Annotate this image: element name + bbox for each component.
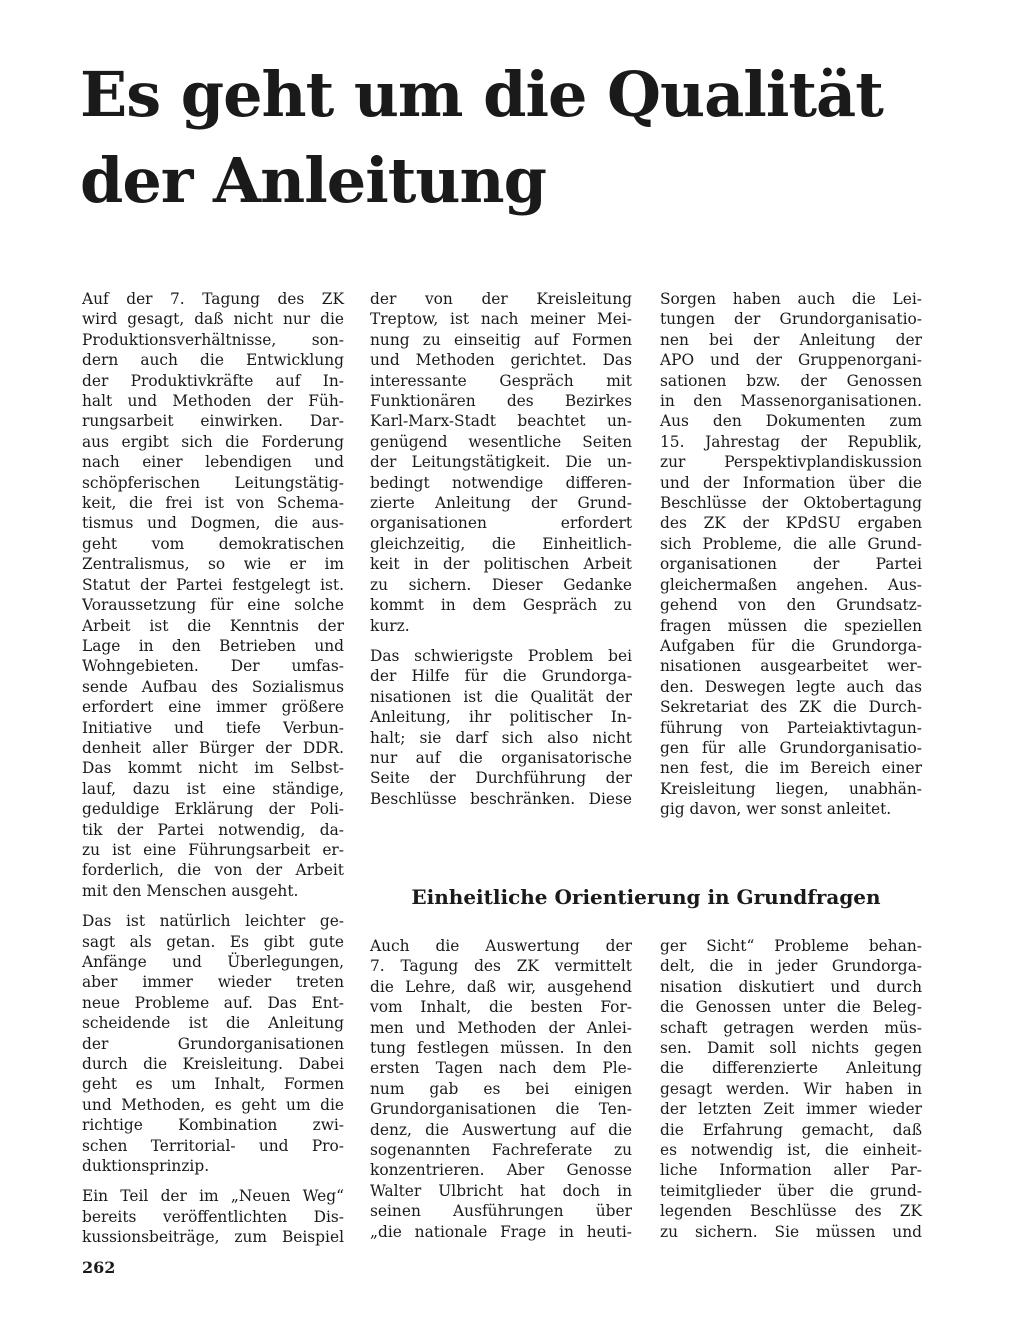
- text-line: und der Information über die: [660, 473, 922, 492]
- text-line: Sekretariat des ZK die Durch-: [660, 698, 922, 717]
- text-line: Voraussetzung für eine solche: [82, 596, 344, 615]
- text-line: Statut der Partei festgelegt ist.: [82, 575, 344, 594]
- text-line: Auch die Auswertung der: [370, 937, 632, 955]
- text-line: Ein Teil der im „Neuen Weg“: [82, 1187, 344, 1206]
- text-line: der Hilfe für die Grundorga-: [370, 667, 632, 686]
- text-line: die Lehre, daß wir, ausgehend: [370, 977, 632, 996]
- text-line: zierte Anleitung der Grund-: [370, 494, 632, 513]
- text-line: aber immer wieder treten: [82, 973, 344, 992]
- article-title: [80, 52, 883, 224]
- text-line: und Methoden gerichtet. Das: [370, 351, 632, 370]
- text-line: sationen bzw. der Genossen: [660, 371, 922, 390]
- text-line: nach einer lebendigen und: [82, 453, 344, 472]
- text-line: es notwendig ist, die einheit-: [660, 1141, 922, 1160]
- paragraph: [370, 646, 632, 809]
- paragraph: [370, 289, 632, 636]
- text-line: kussionsbeiträge, zum Beispiel: [82, 1228, 344, 1247]
- column-1: [82, 289, 344, 1258]
- column-3-lower: [660, 936, 922, 1252]
- text-line: Aus den Dokumenten zum: [660, 412, 922, 431]
- text-line: denheit aller Bürger der DDR.: [82, 738, 344, 757]
- page-number: 262: [82, 1258, 116, 1277]
- text-line: gesagt werden. Wir haben in: [660, 1079, 922, 1098]
- text-line: geht es um Inhalt, Formen: [82, 1075, 344, 1094]
- text-line: lauf, dazu ist eine ständige,: [82, 779, 344, 798]
- text-line: Funktionären des Bezirkes: [370, 392, 632, 411]
- title-line-2: der Anleitung: [80, 144, 546, 217]
- text-line: mit den Menschen ausgeht.: [82, 881, 299, 900]
- paragraph: [82, 911, 344, 1176]
- text-line: nen fest, die im Bereich einer: [660, 759, 922, 778]
- text-line: Anleitung, ihr politischer In-: [370, 708, 632, 727]
- text-line: denz, die Auswertung auf die: [370, 1120, 632, 1139]
- text-line: der Produktivkräfte auf In-: [82, 371, 344, 390]
- text-line: sende Aufbau des Sozialismus: [82, 677, 344, 696]
- text-line: sogenannten Fachreferate zu: [370, 1141, 632, 1160]
- text-line: scheidende ist die Anleitung: [82, 1014, 344, 1033]
- text-line: 7. Tagung des ZK vermittelt: [370, 957, 632, 976]
- text-line: nisationen ist die Qualität der: [370, 687, 632, 706]
- text-line: ger Sicht“ Probleme behan-: [660, 937, 922, 955]
- text-line: interessante Gespräch mit: [370, 371, 632, 390]
- text-line: erfordert eine immer größere: [82, 698, 344, 717]
- text-line: führung von Parteiaktivtagun-: [660, 718, 922, 737]
- text-line: nur auf die organisatorische: [370, 748, 632, 767]
- text-line: duktionsprinzip.: [82, 1157, 210, 1176]
- text-line: Initiative und tiefe Verbun-: [82, 718, 344, 737]
- text-line: schaft getragen werden müs-: [660, 1018, 922, 1037]
- text-line: Grundorganisationen die Ten-: [370, 1100, 632, 1119]
- text-line: sen. Damit soll nichts gegen: [660, 1039, 922, 1058]
- text-line: Das schwierigste Problem bei: [370, 646, 632, 665]
- text-line: num gab es bei einigen: [370, 1079, 632, 1098]
- text-line: in den Massenorganisationen.: [660, 392, 922, 411]
- text-line: Wohngebieten. Der umfas-: [82, 657, 344, 676]
- text-line: schöpferischen Leitungstätig-: [82, 473, 344, 492]
- text-line: kurz.: [370, 616, 410, 635]
- section-heading: Einheitliche Orientierung in Grundfragen: [411, 885, 881, 909]
- text-line: der Grundorganisationen: [82, 1034, 344, 1053]
- text-line: Auf der 7. Tagung des ZK: [82, 290, 344, 308]
- title-line-1: Es geht um die Qualität: [80, 58, 883, 131]
- text-line: seinen Ausführungen über: [370, 1202, 632, 1221]
- text-line: und Methoden, es geht um die: [82, 1095, 344, 1114]
- text-line: nisationen ausgearbeitet wer-: [660, 657, 922, 676]
- paragraph: [660, 936, 922, 1242]
- text-line: Arbeit ist die Kenntnis der: [82, 616, 344, 635]
- text-line: halt; sie darf sich also nicht: [370, 728, 632, 747]
- text-line: rungsarbeit einwirken. Dar-: [82, 412, 344, 431]
- text-line: fragen müssen die speziellen: [660, 616, 922, 635]
- text-line: zu ist eine Führungsarbeit er-: [82, 840, 344, 859]
- text-line: bereits veröffentlichten Dis-: [82, 1207, 344, 1226]
- text-line: kommt in dem Gespräch zu: [370, 596, 632, 615]
- text-line: wird gesagt, daß nicht nur die: [82, 310, 344, 329]
- paragraph: [82, 1186, 344, 1247]
- text-line: tik der Partei notwendig, da-: [82, 820, 344, 839]
- text-line: Walter Ulbricht hat doch in: [370, 1181, 632, 1200]
- column-2: [370, 289, 632, 819]
- text-line: nisation diskutiert und durch: [660, 977, 922, 996]
- text-line: gleichermaßen angehen. Aus-: [660, 575, 922, 594]
- text-line: geduldige Erklärung der Poli-: [82, 800, 344, 819]
- text-line: Beschlüsse beschränken. Diese: [370, 789, 632, 808]
- text-line: Das kommt nicht im Selbst-: [82, 759, 344, 778]
- text-line: tungen der Grundorganisatio-: [660, 310, 922, 329]
- text-line: sich Probleme, die alle Grund-: [660, 534, 922, 553]
- text-line: sagt als getan. Es gibt gute: [82, 932, 344, 951]
- text-line: delt, die in jeder Grundorga-: [660, 957, 922, 976]
- text-line: gleichzeitig, die Einheitlich-: [370, 534, 632, 553]
- text-line: geht vom demokratischen: [82, 534, 344, 553]
- text-line: richtige Kombination zwi-: [82, 1116, 344, 1135]
- paragraph: [660, 289, 922, 820]
- text-line: die Genossen unter die Beleg-: [660, 998, 922, 1017]
- text-line: men und Methoden der Anlei-: [370, 1018, 632, 1037]
- text-line: Lage in den Betrieben und: [82, 636, 344, 655]
- text-line: neue Probleme auf. Das Ent-: [82, 993, 344, 1012]
- text-line: vom Inhalt, die besten For-: [370, 998, 632, 1017]
- text-line: Zentralismus, so wie er im: [82, 555, 344, 574]
- column-3: [660, 289, 922, 830]
- text-line: organisationen erfordert: [370, 514, 632, 533]
- text-line: bedingt notwendige differen-: [370, 473, 632, 492]
- text-line: zu sichern. Sie müssen und: [660, 1222, 922, 1241]
- text-line: des ZK der KPdSU ergaben: [660, 514, 922, 533]
- text-line: gig davon, wer sonst anleitet.: [660, 800, 892, 819]
- text-line: Karl-Marx-Stadt beachtet un-: [370, 412, 632, 431]
- text-line: Seite der Durchführung der: [370, 769, 632, 788]
- text-line: „die nationale Frage in heuti-: [370, 1222, 632, 1241]
- text-line: halt und Methoden der Füh-: [82, 392, 344, 411]
- text-line: ersten Tagen nach dem Ple-: [370, 1059, 632, 1078]
- text-line: Beschlüsse der Oktobertagung: [660, 494, 922, 513]
- text-line: Produktionsverhältnisse, son-: [82, 330, 344, 349]
- text-line: tung festlegen müssen. In den: [370, 1039, 632, 1058]
- text-line: aus ergibt sich die Forderung: [82, 432, 344, 451]
- text-line: Anfänge und Überlegungen,: [82, 953, 344, 971]
- text-line: Aufgaben für die Grundorga-: [660, 636, 922, 655]
- text-line: nen bei der Anleitung der: [660, 330, 922, 349]
- text-line: der letzten Zeit immer wieder: [660, 1100, 922, 1119]
- paragraph: [370, 936, 632, 1242]
- column-2-lower: [370, 936, 632, 1252]
- text-line: der Leitungstätigkeit. Die un-: [370, 453, 632, 472]
- text-line: zu sichern. Dieser Gedanke: [370, 575, 632, 594]
- text-line: genügend wesentliche Seiten: [370, 432, 632, 451]
- text-line: organisationen der Partei: [660, 555, 922, 574]
- paragraph: [82, 289, 344, 901]
- text-line: Treptow, ist nach meiner Mei-: [370, 310, 632, 329]
- text-line: Das ist natürlich leichter ge-: [82, 912, 344, 931]
- text-line: zur Perspektivplandiskussion: [660, 453, 922, 472]
- text-line: 15. Jahrestag der Republik,: [660, 432, 922, 451]
- text-line: den. Deswegen legte auch das: [660, 677, 922, 696]
- text-line: keit, die frei ist von Schema-: [82, 494, 344, 513]
- text-line: nung zu einseitig auf Formen: [370, 330, 632, 349]
- text-line: liche Information aller Par-: [660, 1161, 922, 1180]
- text-line: die differenzierte Anleitung: [660, 1059, 922, 1078]
- text-line: keit in der politischen Arbeit: [370, 555, 632, 574]
- text-line: konzentrieren. Aber Genosse: [370, 1161, 632, 1180]
- text-line: gehend von den Grundsatz-: [660, 596, 922, 615]
- text-line: forderlich, die von der Arbeit: [82, 861, 344, 880]
- text-line: schen Territorial- und Pro-: [82, 1136, 344, 1155]
- text-line: tismus und Dogmen, die aus-: [82, 514, 344, 533]
- text-line: APO und der Gruppenorgani-: [660, 351, 922, 370]
- text-line: Kreisleitung liegen, unabhän-: [660, 779, 922, 798]
- text-line: durch die Kreisleitung. Dabei: [82, 1055, 344, 1074]
- text-line: teimitglieder über die grund-: [660, 1181, 922, 1200]
- text-line: der von der Kreisleitung: [370, 290, 632, 308]
- text-line: gen für alle Grundorganisatio-: [660, 738, 922, 757]
- text-line: Sorgen haben auch die Lei-: [660, 290, 922, 308]
- text-line: dern auch die Entwicklung: [82, 351, 344, 370]
- text-line: die Erfahrung gemacht, daß: [660, 1120, 922, 1139]
- text-line: legenden Beschlüsse des ZK: [660, 1202, 922, 1221]
